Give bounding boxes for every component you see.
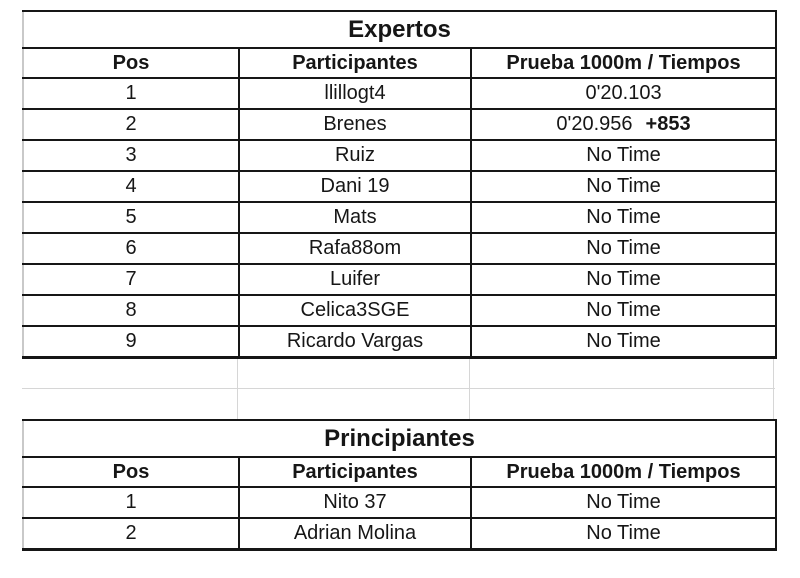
principiantes-table (22, 419, 777, 551)
table-row (23, 518, 776, 550)
time-cell (471, 233, 776, 264)
participant-cell: Ruiz (239, 140, 471, 171)
time-value-wrap (472, 144, 775, 167)
gridline (237, 359, 238, 419)
participant-cell: Celica3SGE (239, 295, 471, 326)
time-value-wrap (472, 206, 775, 229)
time-cell (471, 171, 776, 202)
time-value-wrap (472, 268, 775, 291)
time-value-wrap (472, 237, 775, 260)
empty-grid-rows (22, 359, 775, 419)
participant-cell: Nito 37 (239, 487, 471, 518)
table-row (23, 140, 776, 171)
table-row (23, 326, 776, 358)
pos-cell: 1 (23, 487, 239, 518)
time-value: No Time (586, 491, 661, 513)
time-cell (471, 202, 776, 233)
pos-cell: 7 (23, 264, 239, 295)
time-value: No Time (586, 144, 661, 166)
time-value: No Time (586, 268, 661, 290)
principiantes-title: Principiantes (23, 420, 776, 457)
participant-cell: Dani 19 (239, 171, 471, 202)
participant-cell: Adrian Molina (239, 518, 471, 550)
time-delta: +853 (645, 113, 691, 135)
pos-header: Pos (23, 48, 239, 78)
table-row (23, 11, 776, 48)
pos-cell: 5 (23, 202, 239, 233)
time-value: No Time (586, 206, 661, 228)
results-sheet (22, 10, 775, 551)
time-value: No Time (586, 330, 661, 352)
table-row (23, 171, 776, 202)
table-row (23, 109, 776, 140)
pos-cell: 4 (23, 171, 239, 202)
time-cell (471, 78, 776, 109)
time-value: 0'20.956 (556, 113, 633, 135)
table-row (23, 202, 776, 233)
time-value-wrap (472, 491, 775, 514)
table-row (23, 457, 776, 487)
time-cell (471, 326, 776, 358)
time-cell (471, 140, 776, 171)
participant-cell: Luifer (239, 264, 471, 295)
pos-cell: 8 (23, 295, 239, 326)
tiempos-header: Prueba 1000m / Tiempos (471, 457, 776, 487)
participant-cell: Rafa88om (239, 233, 471, 264)
time-value: 0'20.103 (585, 82, 662, 104)
expertos-table (22, 10, 777, 359)
pos-header: Pos (23, 457, 239, 487)
participantes-header: Participantes (239, 48, 471, 78)
time-value: No Time (586, 522, 661, 544)
pos-cell: 2 (23, 518, 239, 550)
time-value-wrap (472, 299, 775, 322)
time-value: No Time (586, 175, 661, 197)
table-row (23, 48, 776, 78)
time-value: No Time (586, 237, 661, 259)
gridline (469, 359, 470, 419)
participant-cell: llillogt4 (239, 78, 471, 109)
table-row (23, 487, 776, 518)
gridline (22, 388, 775, 389)
expertos-title: Expertos (23, 11, 776, 48)
pos-cell: 1 (23, 78, 239, 109)
table-row (23, 295, 776, 326)
time-value-wrap (472, 330, 775, 353)
time-value-wrap (472, 175, 775, 198)
time-value-wrap (472, 522, 775, 545)
time-cell (471, 487, 776, 518)
participant-cell: Ricardo Vargas (239, 326, 471, 358)
table-row (23, 233, 776, 264)
table-row (23, 264, 776, 295)
table-row (23, 78, 776, 109)
tiempos-header: Prueba 1000m / Tiempos (471, 48, 776, 78)
time-cell (471, 109, 776, 140)
time-cell (471, 295, 776, 326)
participant-cell: Mats (239, 202, 471, 233)
time-value: No Time (586, 299, 661, 321)
gridline (773, 359, 774, 419)
pos-cell: 3 (23, 140, 239, 171)
participant-cell: Brenes (239, 109, 471, 140)
time-value-wrap (472, 113, 775, 136)
participantes-header: Participantes (239, 457, 471, 487)
table-row (23, 420, 776, 457)
time-cell (471, 264, 776, 295)
pos-cell: 9 (23, 326, 239, 358)
time-cell (471, 518, 776, 550)
pos-cell: 6 (23, 233, 239, 264)
pos-cell: 2 (23, 109, 239, 140)
time-value-wrap (472, 82, 775, 105)
